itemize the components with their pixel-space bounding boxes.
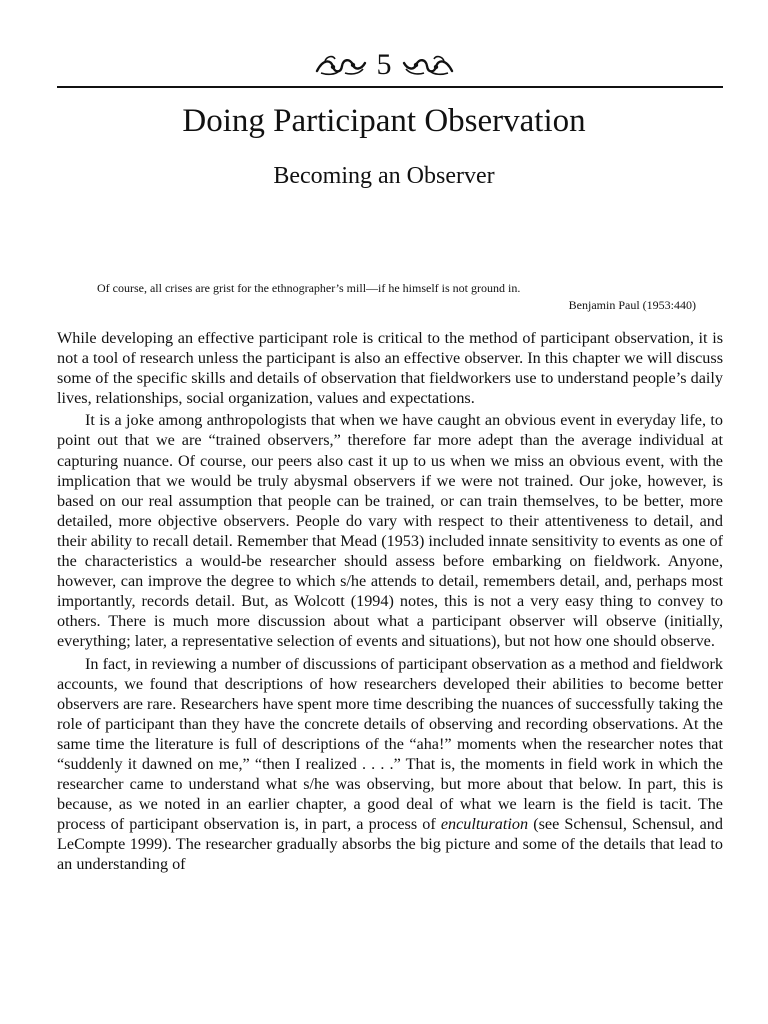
paragraph: While developing an effective participant role is critical to the method of participant observation, it is not a tool of research unless the participant is also an effective observer. In this chapter we will discuss some of the specific skills and details of observation that fieldworkers use to understand people’s daily lives, relationships, social organization, values and expectations. bbox=[57, 329, 723, 408]
chapter-number-header bbox=[0, 48, 768, 82]
epigraph-quote: Of course, all crises are grist for the ethnographer’s mill—if he himself is not ground in. bbox=[97, 281, 521, 295]
epigraph-attribution: Benjamin Paul (1953:440) bbox=[568, 298, 696, 312]
paragraph-text: In fact, in reviewing a number of discussions of participant observation as a method and fieldwork accounts, we found that descriptions of how researchers developed their abilities to become better observers are rare. Researchers have spent more time describing the nuances of successfully taking the role of participant than they have the concrete details of observing and recording observations. At the same time the literature is full of descriptions of the “aha!” moments when the researcher notes that “suddenly it dawned on me,” “then I realized . . . .” That is, the moments in field work in which the researcher came to understand what s/he was observing, but more about that below. In part, this is because, as we noted in an earlier chapter, a good deal of what we learn is the field is tacit. The process of participant observation is, in part, a process of bbox=[57, 654, 723, 834]
paragraph: It is a joke among anthropologists that when we have caught an obvious event in everyday life, to point out that we are “trained observers,” therefore far more adept than the average individual at capturing nuance. Of course, our peers also cast it up to us when we miss an obvious event, with the implication that we would be truly abysmal observers if we were not trained. Our joke, however, is based on our real assumption that people can be trained, or can train themselves, to be better, more detailed, more objective observers. People do vary with respect to their attentiveness to detail, and their ability to recall detail. Remember that Mead (1953) included innate sensitivity to events as one of the characteristics a would-be researcher should assess before embarking on fieldwork. Anyone, however, can improve the degree to which s/he attends to detail, remembers detail, and, perhaps most importantly, records detail. But, as Wolcott (1994) notes, this is not a very easy thing to convey to others. There is much more discussion about what a participant observer will observe (initially, everything; later, a representative selection of events and situations), but not how one should observe. bbox=[57, 411, 723, 651]
scroll-ornament-icon bbox=[402, 53, 454, 77]
paragraph-text: (see Schensul, Schensul, and LeCompte 1999). The researcher gradually absorbs the big picture and some of the details that lead to an understanding of bbox=[57, 815, 723, 874]
scroll-ornament-icon bbox=[315, 53, 367, 77]
body-text bbox=[57, 328, 723, 877]
italic-term: enculturation bbox=[440, 815, 529, 834]
chapter-title: Doing Participant Observation bbox=[182, 103, 586, 139]
chapter-subtitle: Becoming an Observer bbox=[273, 163, 495, 189]
chapter-number: 5 bbox=[376, 48, 392, 81]
header-rule bbox=[57, 86, 723, 88]
paragraph bbox=[57, 654, 723, 875]
